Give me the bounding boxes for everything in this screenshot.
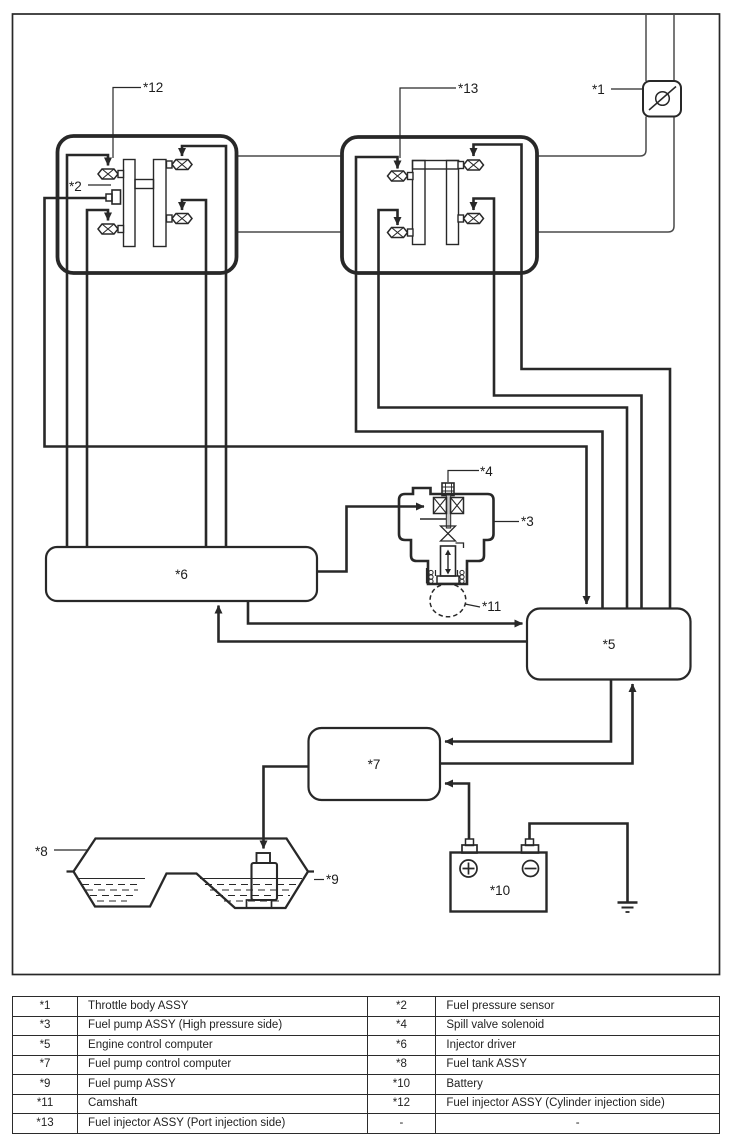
callout-line-11 <box>465 604 480 607</box>
fuel-injector-icon <box>388 228 414 238</box>
legend-name: Fuel pump control computer <box>78 1055 367 1075</box>
legend-row <box>13 1036 720 1056</box>
wire-injector-d <box>182 146 226 547</box>
fuel-tank-icon <box>67 839 315 909</box>
wire-pump-computer-to-pump <box>264 767 309 849</box>
intake-duct-lines <box>236 14 674 232</box>
wire-battery-to-ground <box>530 824 628 903</box>
legend-name: Camshaft <box>78 1094 367 1114</box>
legend-ref: *10 <box>367 1075 436 1095</box>
legend-ref: *2 <box>367 997 436 1017</box>
legend-row <box>13 1114 720 1134</box>
legend-row <box>13 1094 720 1114</box>
label-10: *10 <box>489 883 511 898</box>
fuel-injector-icon <box>388 171 414 181</box>
label-3: *3 <box>521 514 534 529</box>
label-4: *4 <box>480 464 493 479</box>
legend-row <box>13 1055 720 1075</box>
label-9: *9 <box>326 872 339 887</box>
callout-line-13 <box>400 88 456 158</box>
ground-icon <box>618 903 638 913</box>
legend-name: Fuel pump ASSY <box>78 1075 367 1095</box>
legend-name: Fuel injector ASSY (Port injection side) <box>78 1114 367 1134</box>
label-12: *12 <box>143 80 164 95</box>
legend-ref: *5 <box>13 1036 78 1056</box>
legend-ref: *8 <box>367 1055 436 1075</box>
fuel-level-lines <box>78 879 302 902</box>
legend-ref: *6 <box>367 1036 436 1056</box>
legend-name: - <box>436 1114 720 1134</box>
legend-name: Fuel tank ASSY <box>436 1055 720 1075</box>
fuel-injector-icon <box>167 214 193 224</box>
engine-block-cylinder-injection <box>58 136 237 273</box>
label-13: *13 <box>458 81 479 96</box>
legend-ref: *1 <box>13 997 78 1017</box>
legend-ref: - <box>367 1114 436 1134</box>
battery-icon <box>451 839 547 912</box>
cylinder-injector-wires <box>67 146 226 547</box>
label-2: *2 <box>69 179 82 194</box>
legend-ref: *12 <box>367 1094 436 1114</box>
wire-injector-f <box>379 210 628 608</box>
legend-name: Fuel injector ASSY (Cylinder injection side) <box>436 1094 720 1114</box>
wire-ecu-to-pump-computer <box>445 680 611 742</box>
camshaft-icon <box>430 584 466 617</box>
label-7: *7 <box>367 757 381 772</box>
legend-name: Injector driver <box>436 1036 720 1056</box>
fuel-injector-icon <box>458 160 484 170</box>
label-6: *6 <box>175 567 188 582</box>
legend-row <box>13 997 720 1017</box>
spill-valve-solenoid-icon <box>434 483 464 528</box>
throttle-body-icon <box>643 81 681 117</box>
legend-ref: *13 <box>13 1114 78 1134</box>
legend-name: Fuel pump ASSY (High pressure side) <box>78 1016 367 1036</box>
wire-battery-to-pump-computer <box>445 784 469 840</box>
label-5: *5 <box>602 637 616 652</box>
legend-name: Fuel pressure sensor <box>436 997 720 1017</box>
fuel-injector-icon <box>167 160 193 170</box>
legend-ref: *4 <box>367 1016 436 1036</box>
legend-ref: *11 <box>13 1094 78 1114</box>
high-pressure-pump-icon <box>399 483 494 584</box>
callout-line-12 <box>113 88 141 159</box>
fuel-injector-icon <box>458 214 484 224</box>
wire-injector-b <box>87 210 108 547</box>
wire-injector-c <box>182 200 206 547</box>
fuel-injector-icon <box>98 169 124 179</box>
wire-injector-g <box>474 199 642 609</box>
legend-name: Engine control computer <box>78 1036 367 1056</box>
label-1: *1 <box>592 82 605 97</box>
legend-name: Throttle body ASSY <box>78 997 367 1017</box>
label-11: *11 <box>482 599 502 614</box>
legend-ref: *9 <box>13 1075 78 1095</box>
legend-row <box>13 1016 720 1036</box>
fuel-injector-icon <box>98 224 124 234</box>
legend-name: Spill valve solenoid <box>436 1016 720 1036</box>
label-8: *8 <box>35 844 48 859</box>
wire-pressure-sensor-to-ecu <box>45 198 587 604</box>
legend-row <box>13 1075 720 1095</box>
legend-name: Battery <box>436 1075 720 1095</box>
wire-pump-computer-to-ecu <box>440 684 633 764</box>
callout-line-4 <box>448 471 479 483</box>
legend-ref: *7 <box>13 1055 78 1075</box>
plus-terminal-icon <box>460 860 477 877</box>
legend-ref: *3 <box>13 1016 78 1036</box>
minus-terminal-icon <box>523 861 539 877</box>
legend-table <box>12 996 720 1134</box>
fuel-pressure-sensor-icon <box>106 190 121 204</box>
wire-injector-e <box>356 157 603 608</box>
fuel-pump-icon <box>247 853 278 908</box>
